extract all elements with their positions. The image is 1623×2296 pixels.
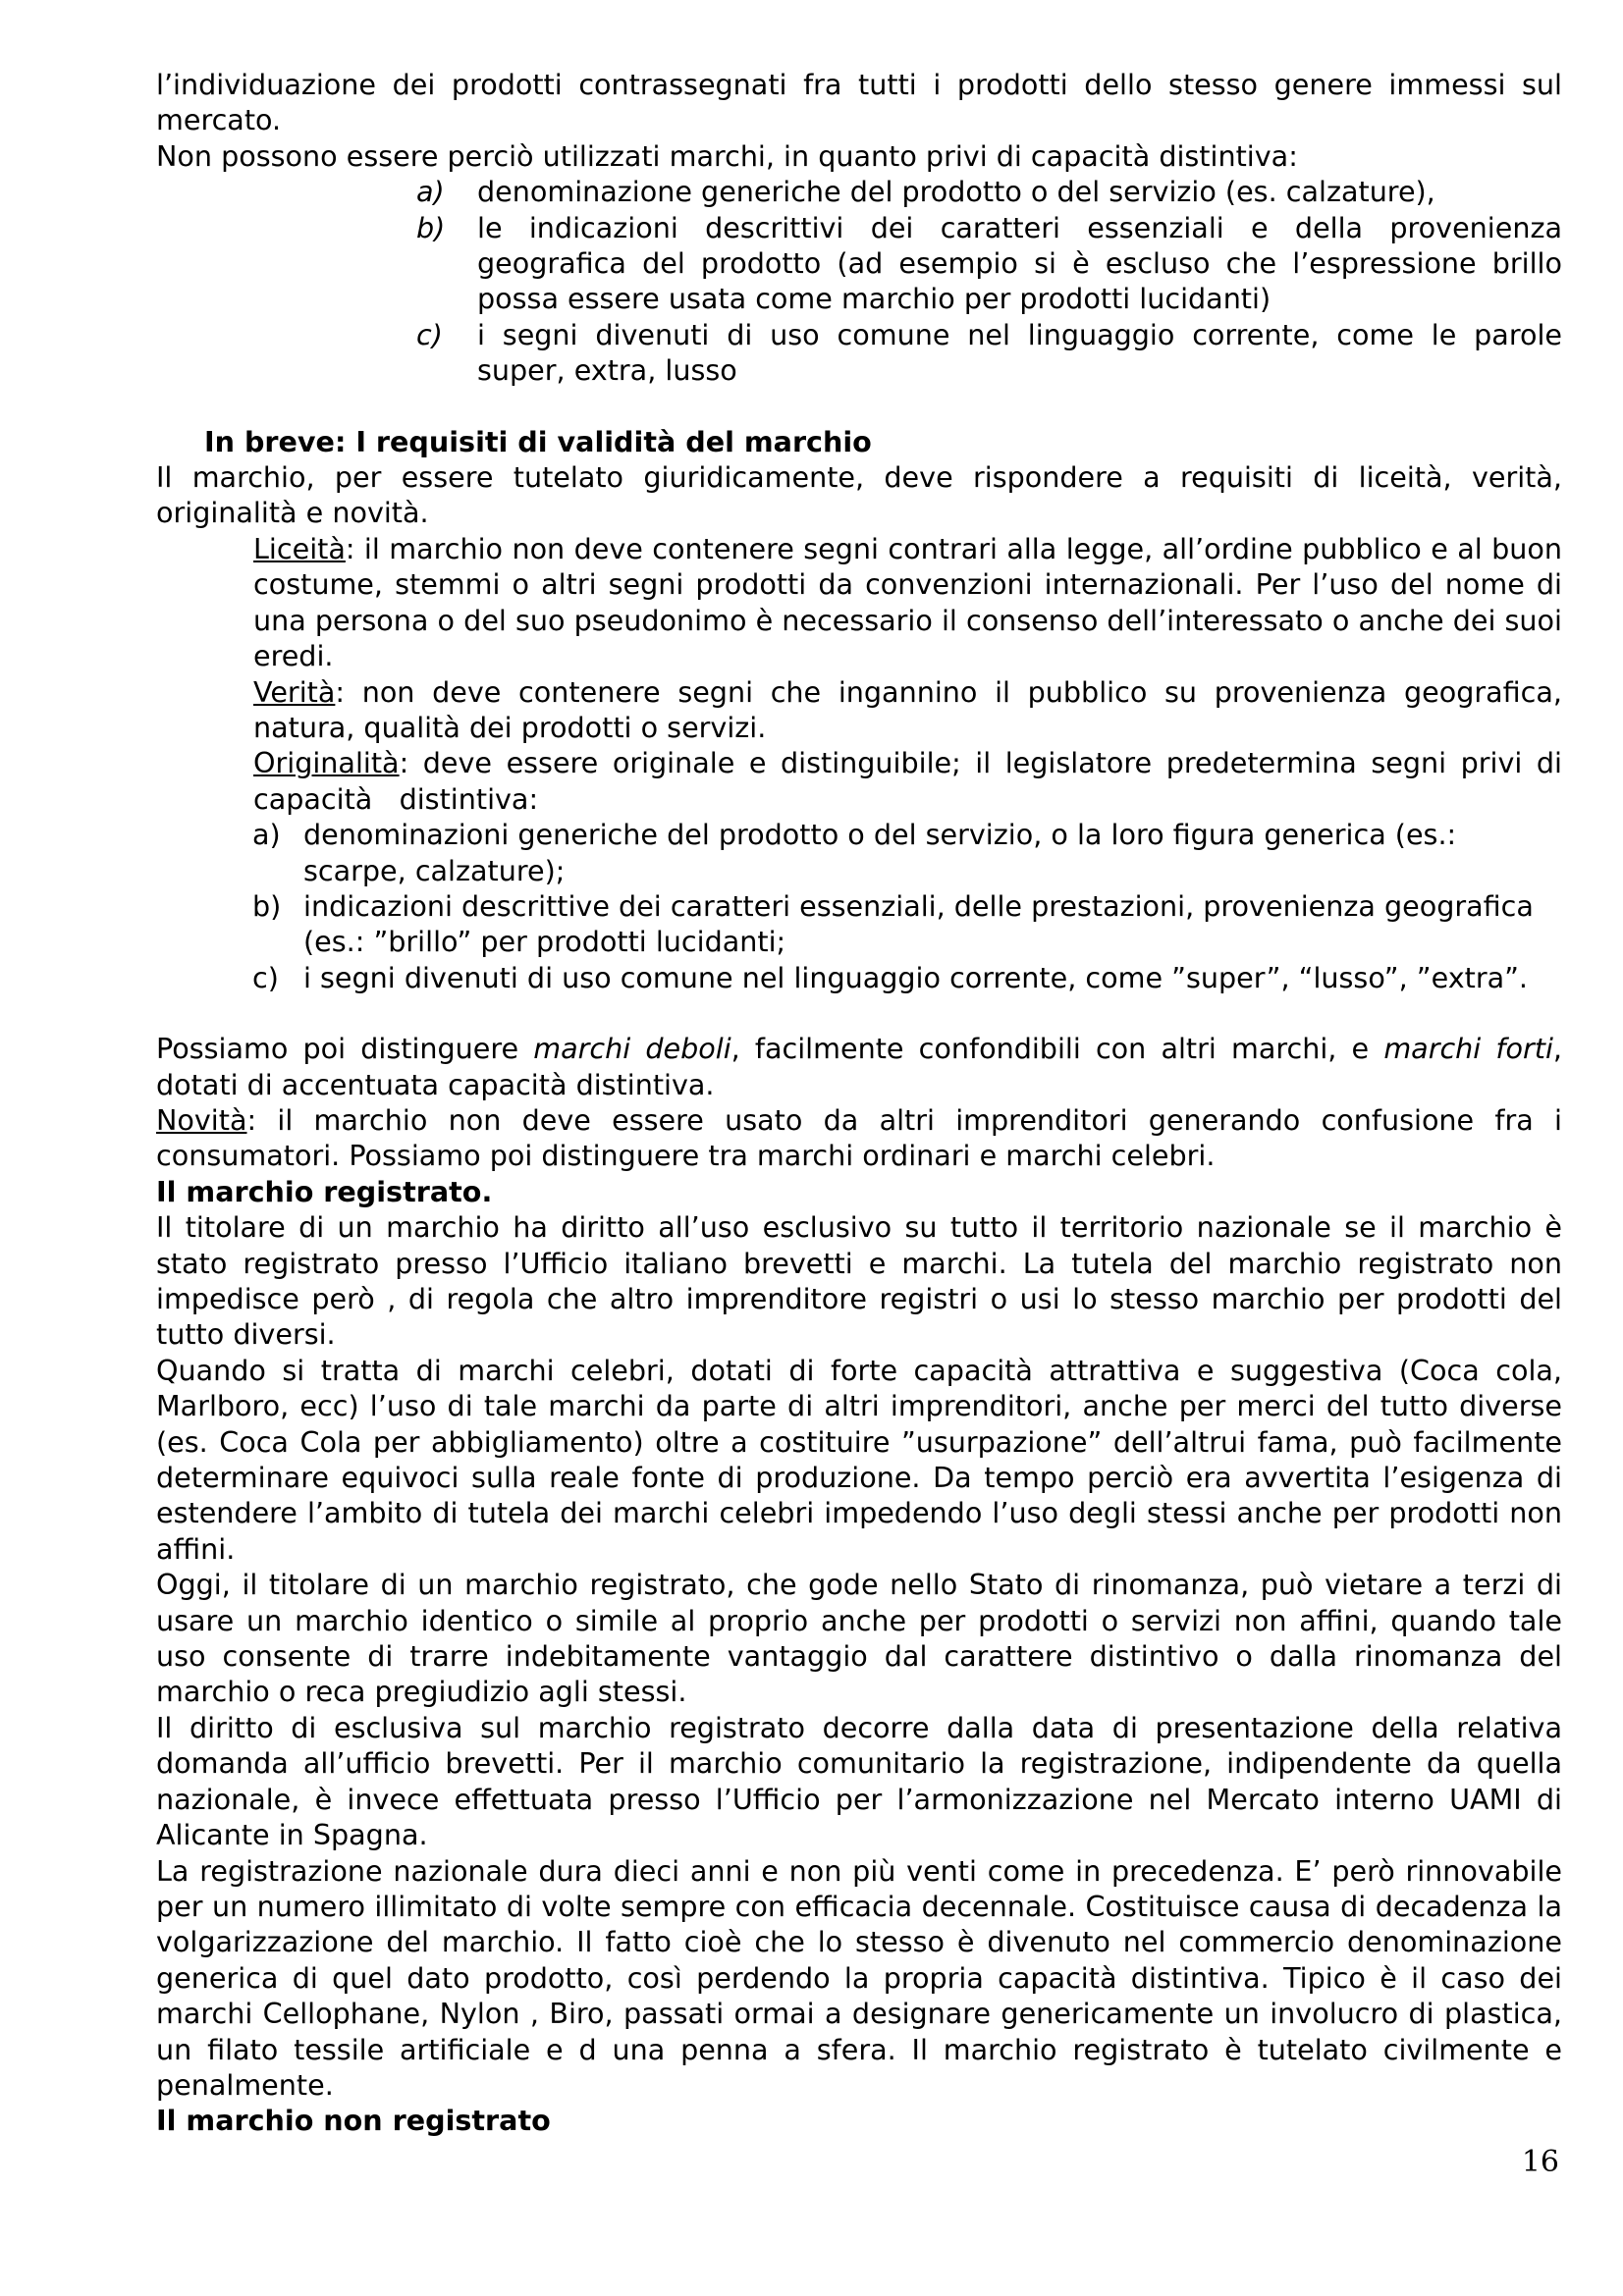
paragraph-intro: l’individuazione dei prodotti contrassegnati fra tutti i prodotti dello stesso genere immessi sul mercato. <box>156 68 1562 137</box>
list-label: a) <box>252 818 281 852</box>
heading-marchio-registrato: Il marchio registrato. <box>156 1174 493 1208</box>
paragraph-requisiti: Il marchio, per essere tutelato giuridicamente, deve rispondere a requisiti di liceità, verità, originalità e novità. <box>156 460 1562 530</box>
term-verita: Verità <box>253 674 336 709</box>
term-liceita: Liceità <box>253 531 346 565</box>
list-item <box>252 888 1562 960</box>
paragraph-verita: Verità: non deve contenere segni che ingannino il pubblico su provenienza geografica, natura, qualità dei prodotti o servizi. <box>253 674 1562 744</box>
paragraph-novita: Novità: il marchio non deve essere usato da altri imprenditori generando confusione fra i consumatori. Possiamo poi distinguere tra marchi ordinari e marchi celebri. <box>156 1102 1562 1173</box>
paragraph-registrato-3: Oggi, il titolare di un marchio registrato, che gode nello Stato di rinomanza, può vietare a terzi di usare un marchio identico o simile al proprio anche per prodotti o servizi non affini, quando tale uso consente di trarre indebitamente vantaggio dal carattere distintivo o dalla rinomanza del marchio o reca pregiudizio agli stessi. <box>156 1568 1562 1709</box>
term-marchi-deboli: marchi deboli <box>533 1032 731 1066</box>
list-label: c) <box>416 317 443 351</box>
term-marchi-forti: marchi forti <box>1383 1032 1553 1066</box>
list-text: denominazione generiche del prodotto o del servizio (es. calzature), <box>477 175 1435 209</box>
paragraph-liceita: Liceità: il marchio non deve contenere segni contrari alla legge, all’ordine pubblico e al buon costume, stemmi o altri segni prodotti da convenzioni internazionali. Per l’uso del nome di una persona o del suo pseudonimo è necessario il consenso dell’interessato o anche dei suoi eredi. <box>253 531 1562 673</box>
paragraph-originalita: Originalità: deve essere originale e distinguibile; il legislatore predetermina segni privi di capacità distintiva: <box>253 746 1572 816</box>
paragraph-registrato-5: La registrazione nazionale dura dieci anni e non più venti come in precedenza. E’ però rinnovabile per un numero illimitato di volte sempre con efficacia decennale. Costituisce causa di decadenza la volgarizzazione del marchio. Il fatto cioè che lo stesso è divenuto nel commercio denominazione generica di quel dato prodotto, così perdendo la propria capacità distintiva. Tipico è il caso dei marchi Cellophane, Nylon , Biro, passati ormai a designare genericamente un involucro di plastica, un filato tessile artificiale e d una penna a sfera. Il marchio registrato è tutelato civilmente e penalmente. <box>156 1853 1562 2102</box>
paragraph-not-usable: Non possono essere perciò utilizzati marchi, in quanto privi di capacità distintiva: <box>156 138 1298 173</box>
term-originalita: Originalità <box>253 746 400 780</box>
heading-requisiti: In breve: I requisiti di validità del marchio <box>204 424 872 458</box>
paragraph-marchi-deboli-forti: Possiamo poi distinguere marchi deboli, facilmente confondibili con altri marchi, e marchi forti, dotati di accentuata capacità distintiva. <box>156 1032 1562 1101</box>
list-item <box>416 210 1562 317</box>
paragraph-registrato-2: Quando si tratta di marchi celebri, dotati di forte capacità attrattiva e suggestiva (Coca cola, Marlboro, ecc) l’uso di tale marchi da parte di altri imprenditori, anche per merci del tutto diverse (es. Coca Cola per abbigliamento) oltre a costituire ”usurpazione” dell’altrui fama, può facilmente determinare equivoci sulla reale fonte di produzione. Da tempo perciò era avvertita l’esigenza di estendere l’ambito di tutela dei marchi celebri impedendo l’uso degli stessi anche per prodotti non affini. <box>156 1353 1562 1566</box>
page-number: 16 <box>1521 2145 1559 2179</box>
term-novita: Novità <box>156 1102 247 1137</box>
list-item <box>416 174 1562 209</box>
list-item <box>252 960 1562 995</box>
list-label: a) <box>416 175 445 209</box>
list-item <box>252 817 1562 888</box>
list-label: b) <box>252 888 282 923</box>
document-page <box>156 67 1572 2139</box>
list-item <box>416 317 1562 389</box>
heading-marchio-non-registrato: Il marchio non registrato <box>156 2104 551 2138</box>
paragraph-registrato-4: Il diritto di esclusiva sul marchio registrato decorre dalla data di presentazione della relativa domanda all’ufficio brevetti. Per il marchio comunitario la registrazione, indipendente da quella nazionale, è invece effettuata presso l’Ufficio per l’armonizzazione nel Mercato interno UAMI di Alicante in Spagna. <box>156 1710 1562 1852</box>
list-text: i segni divenuti di uso comune nel linguaggio corrente, come le parole super, extra, lusso <box>477 317 1562 388</box>
list-text: le indicazioni descrittivi dei caratteri essenziali e della provenienza geografica del prodotto (ad esempio si è escluso che l’espressione brillo possa essere usata come marchio per prodotti lucidanti) <box>477 210 1562 316</box>
list-label: c) <box>252 960 279 994</box>
paragraph-registrato-1: Il titolare di un marchio ha diritto all’uso esclusivo su tutto il territorio nazionale se il marchio è stato registrato presso l’Ufficio italiano brevetti e marchi. La tutela del marchio registrato non impedisce però , di regola che altro imprenditore registri o usi lo stesso marchio per prodotti del tutto diversi. <box>156 1210 1562 1352</box>
list-text: indicazioni descrittive dei caratteri essenziali, delle prestazioni, provenienza geografica (es.: ”brillo” per prodotti lucidanti; <box>303 888 1534 959</box>
list-label: b) <box>416 210 446 244</box>
list-text: denominazioni generiche del prodotto o del servizio, o la loro figura generica (es.: scarpe, calzature); <box>303 818 1457 887</box>
list-text: i segni divenuti di uso comune nel linguaggio corrente, come ”super”, “lusso”, ”extra”. <box>303 960 1529 994</box>
